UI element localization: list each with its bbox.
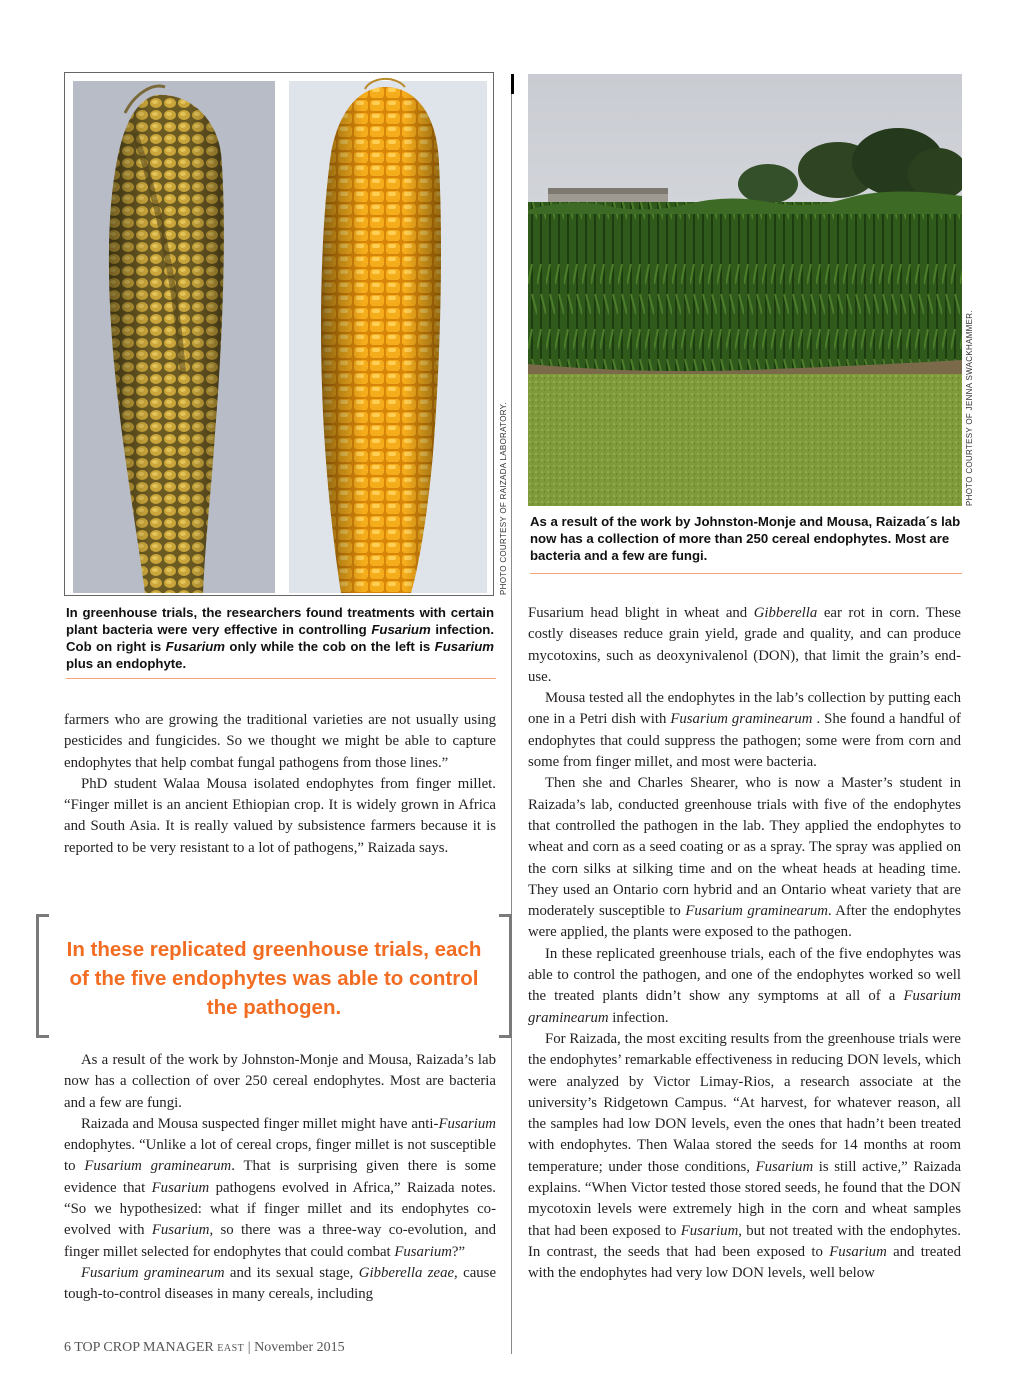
caption-left-rule xyxy=(66,678,496,679)
corn-field-photo xyxy=(528,74,962,506)
column-divider-cap xyxy=(511,74,514,94)
photo-credit-left: PHOTO COURTESY OF RAIZADA LABORATORY. xyxy=(499,402,508,595)
italic-term: Fusarium xyxy=(151,1179,210,1196)
paragraph xyxy=(528,603,961,688)
corn-field-illustration xyxy=(528,74,962,506)
text-run: . After the endophytes were applied, the plants were exposed to the pathogen. xyxy=(528,903,961,941)
pull-quote-text: In these replicated greenhouse trials, each of the five endophytes was able to control the pathogen. xyxy=(66,938,482,1019)
right-column xyxy=(528,603,961,1285)
left-column-upper xyxy=(64,710,496,859)
text-run: Fusarium head blight in wheat and xyxy=(528,605,754,621)
text-run: . She found a handful of endophytes that could suppress the pathogen; some were from corn and some from finger millet, and most were bacteria. xyxy=(528,711,961,771)
pull-quote-bracket-right xyxy=(499,914,512,1038)
magazine-name: TOP CROP MANAGER xyxy=(74,1340,214,1355)
text-run: endophytes. “Unlike a lot of cereal crops, finger millet is not susceptible to xyxy=(64,1137,496,1175)
caption-right-rule xyxy=(530,573,962,574)
paragraph xyxy=(528,773,961,943)
italic-term: Gibberella xyxy=(753,605,818,621)
page-number: 6 xyxy=(64,1340,71,1355)
paragraph xyxy=(528,1029,961,1285)
text-run: For Raizada, the most exciting results from the greenhouse trials were the endophytes’ remarkable effectiveness in reducing DON levels, which were analyzed by Victor Limay-Rios, a research associate at the university’s Ridgetown Campus. “At harvest, for whatever reason, all the samples had low DON levels, even the ones that hadn’t been treated with endophytes. Then Walaa stored the seeds for 14 months at room temperature; under those conditions, xyxy=(528,1030,961,1175)
text-run: , cause tough-to-control diseases in many cereals, including xyxy=(64,1264,497,1303)
text-run: , so there was a three-way co-evolution, and finger millet selected for endophytes that could combat xyxy=(64,1222,496,1260)
italic-term: Fusarium graminearum xyxy=(670,711,813,728)
text-run: pathogens evolved in Africa,” Raizada notes. “So we hypothesized: what if finger millet and its endophytes co-evolved with xyxy=(64,1179,496,1239)
italic-term: Fusarium xyxy=(680,1222,739,1239)
caption-left-italic: Fusarium xyxy=(165,639,226,654)
corn-cobs-illustration xyxy=(65,73,495,597)
magazine-edition: EAST xyxy=(217,1343,245,1354)
italic-term: Fusarium xyxy=(755,1158,814,1175)
caption-left xyxy=(66,604,494,672)
italic-term: Fusarium graminearum xyxy=(81,1264,225,1281)
italic-term: Fusarium graminearum xyxy=(528,988,961,1026)
italic-term: Fusarium xyxy=(394,1243,452,1260)
italic-term: Fusarium xyxy=(438,1115,496,1132)
paragraph xyxy=(528,944,961,1029)
caption-left-italic: Fusarium xyxy=(434,639,494,654)
paragraph xyxy=(64,1263,496,1306)
text-run: ear rot in corn. These costly diseases reduce grain yield, grade and quality, and can produce mycotoxins, such as deoxynivalenol (DON), that limit the grain’s end-use. xyxy=(528,605,961,685)
text-run: infection. xyxy=(608,1009,669,1026)
issue-date: November 2015 xyxy=(254,1340,345,1355)
paragraph: farmers who are growing the traditional varieties are not usually using pesticides and fungicides. So we thought we might be able to capture endophytes that help combat fungal pathogens from those lines.” xyxy=(64,712,496,771)
text-run: In these replicated greenhouse trials, each of the five endophytes was able to control the pathogen, and one of the endophytes worked so well the treated plants didn’t show any symptoms at all of a xyxy=(528,945,961,1005)
paragraph xyxy=(64,1114,496,1263)
paragraph: As a result of the work by Johnston-Monje and Mousa, Raizada’s lab now has a collection of over 250 cereal endophytes. Most are bacteria and a few are fungi. xyxy=(64,1052,496,1111)
paragraph xyxy=(528,688,961,773)
italic-term: Gibberella zeae xyxy=(358,1264,455,1281)
column-divider xyxy=(511,74,512,1354)
footer-separator: | xyxy=(247,1340,251,1355)
text-run: Mousa tested all the endophytes in the lab’s collection by putting each one in a Petri dish with xyxy=(528,690,961,728)
page-footer xyxy=(64,1340,345,1356)
caption-left-text: only while the cob on the left is xyxy=(225,639,435,654)
text-run: Then she and Charles Shearer, who is now a Master’s student in Raizada’s lab, conducted greenhouse trials with five of the endophytes that controlled the pathogen in the lab. They applied the endophytes to wheat and corn as a seed coating or as a spray. The spray was applied on the corn silks at silking time and on the wheat heads at heading time. They used an Ontario corn hybrid and an Ontario wheat variety that are moderately susceptible to xyxy=(528,775,961,920)
italic-term: Fusarium xyxy=(151,1222,210,1239)
caption-right: As a result of the work by Johnston-Monje and Mousa, Raizada´s lab now has a collection of more than 250 cereal endophytes. Most are bacteria and a few are fungi. xyxy=(530,514,961,563)
text-run: is still active,” Raizada explains. “When Victor tested those stored seeds, he found that the DON mycotoxin levels were extremely high in the corn and wheat samples that had been exposed to xyxy=(528,1158,962,1239)
pull-quote xyxy=(36,914,512,1034)
italic-term: Fusarium graminearum xyxy=(685,903,828,920)
left-column-lower xyxy=(64,1050,496,1306)
caption-left-text: infection. Cob on right is xyxy=(66,622,495,654)
pull-quote-bracket-left xyxy=(36,914,49,1038)
corn-cobs-photo xyxy=(64,72,508,596)
italic-term: Fusarium graminearum xyxy=(84,1158,232,1175)
text-run: Raizada and Mousa suspected finger millet might have anti- xyxy=(81,1115,439,1132)
caption-left-text: In greenhouse trials, the researchers found treatments with certain plant bacteria were very effective in controlling xyxy=(66,605,494,637)
text-run: and treated with the endophytes had very low DON levels, well below xyxy=(528,1243,961,1282)
photo-credit-right: PHOTO COURTESY OF JENNA SWACKHAMMER. xyxy=(965,310,974,506)
text-run: ?” xyxy=(451,1243,466,1260)
text-run: and its sexual stage, xyxy=(224,1264,359,1281)
paragraph: PhD student Walaa Mousa isolated endophytes from finger millet. “Finger millet is an ancient Ethiopian crop. It is widely grown in Africa and South Asia. It is really valued by subsistence farmers because it is reported to be very resistant to a lot of pathogens,” Raizada says. xyxy=(64,775,496,856)
caption-left-italic: Fusarium xyxy=(371,622,431,637)
text-run: , but not treated with the endophytes. In contrast, the seeds that had been exposed to xyxy=(528,1222,961,1260)
text-run: . That is surprising given there is some evidence that xyxy=(64,1158,496,1196)
italic-term: Fusarium xyxy=(829,1243,887,1260)
caption-left-text: plus an endophyte. xyxy=(66,656,187,671)
